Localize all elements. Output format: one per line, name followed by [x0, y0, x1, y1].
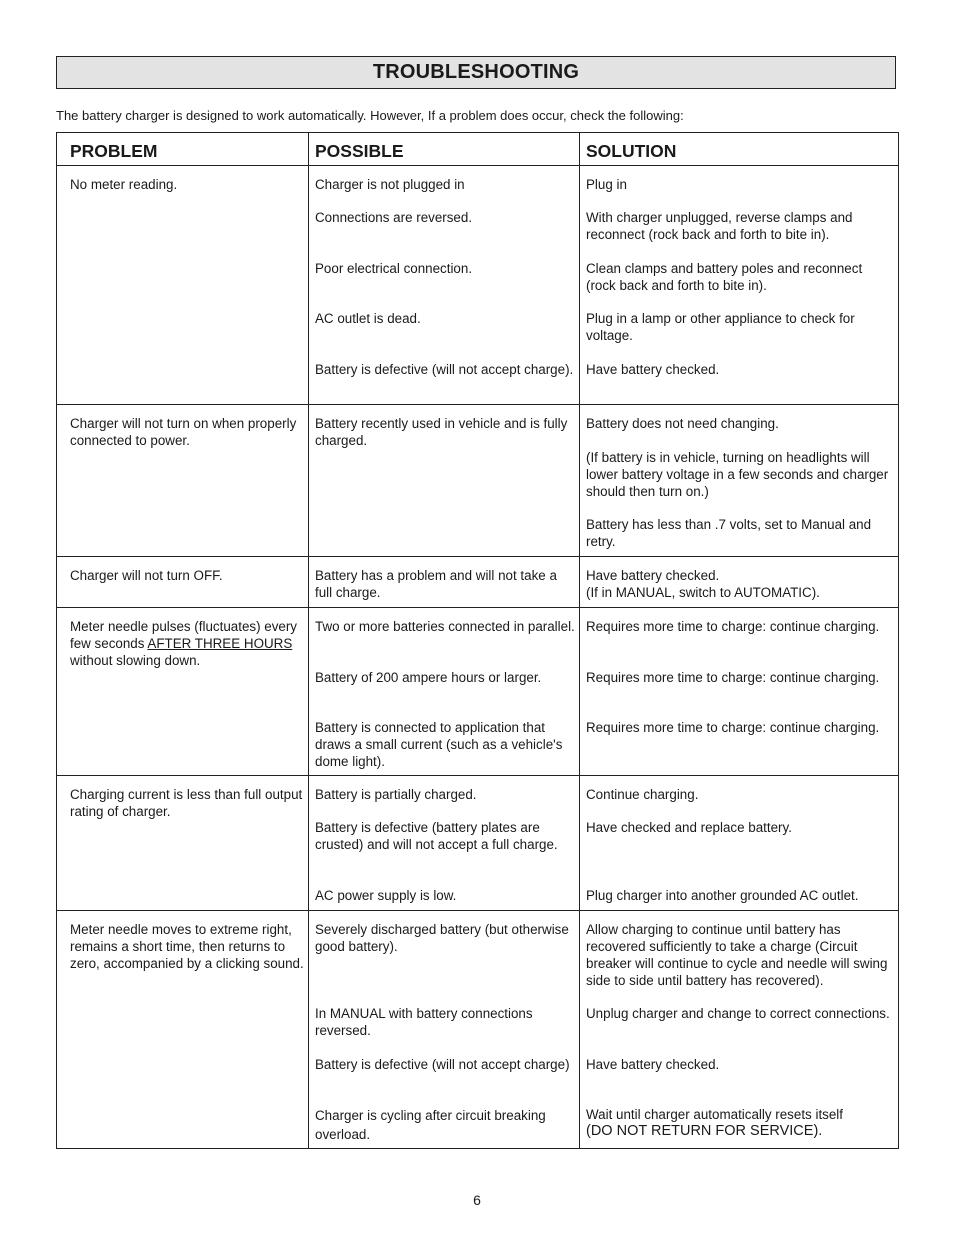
problem-cell	[57, 911, 309, 1149]
table-row	[57, 166, 899, 405]
problem-text: Charger will not turn on when properly connected to power.	[70, 416, 297, 448]
solution-text: Have battery checked.	[586, 362, 720, 377]
table-row	[57, 911, 899, 1149]
solution-text: Have battery checked.	[586, 568, 720, 583]
problem-text-part: Meter needle pulses (fluctuates) every few seconds	[70, 619, 298, 651]
possible-cell	[309, 776, 580, 911]
possible-cell	[309, 166, 580, 405]
table-row	[57, 776, 899, 911]
possible-cell	[309, 405, 580, 557]
solution-cell	[580, 405, 899, 557]
possible-cell	[309, 608, 580, 776]
problem-text-part: without slowing down.	[70, 653, 201, 668]
possible-cell	[309, 911, 580, 1149]
solution-text: Allow charging to continue until battery has recovered sufficiently to take a charge (Circuit breaker will continue to cycle and needle will swing side to side until battery has recovered).	[586, 922, 888, 988]
possible-cell	[309, 557, 580, 608]
problem-emphasis: AFTER THREE HOURS	[147, 636, 293, 651]
possible-text: Charger is cycling after circuit breaking overload.	[315, 1108, 546, 1142]
problem-cell	[57, 557, 309, 608]
solution-text: Wait until charger automatically resets itself	[586, 1107, 843, 1122]
solution-text: Clean clamps and battery poles and reconnect (rock back and forth to bite in).	[586, 261, 863, 293]
possible-text: Battery recently used in vehicle and is fully charged.	[315, 416, 568, 448]
solution-text: Requires more time to charge: continue charging.	[586, 670, 880, 685]
solution-text: Battery has less than .7 volts, set to Manual and retry.	[586, 517, 872, 549]
solution-cell	[580, 557, 899, 608]
problem-cell	[57, 405, 309, 557]
title-banner	[56, 56, 896, 89]
possible-text: Battery is partially charged.	[315, 787, 477, 802]
possible-text: Battery is defective (battery plates are crusted) and will not accept a full charge.	[315, 820, 558, 852]
solution-cell	[580, 776, 899, 911]
page-number: 6	[473, 1192, 481, 1208]
header-possible: POSSIBLE	[309, 133, 580, 166]
solution-cell	[580, 911, 899, 1149]
solution-text: Requires more time to charge: continue charging.	[586, 720, 880, 735]
table-row	[57, 405, 899, 557]
solution-text: Unplug charger and change to correct connections.	[586, 1006, 890, 1021]
solution-text: Requires more time to charge: continue charging.	[586, 619, 880, 634]
possible-text: Battery of 200 ampere hours or larger.	[315, 670, 542, 685]
header-solution: SOLUTION	[580, 133, 899, 166]
solution-text: Plug in a lamp or other appliance to check for voltage.	[586, 311, 855, 343]
problem-text: Meter needle moves to extreme right, remains a short time, then returns to zero, accompanied by a clicking sound.	[70, 922, 304, 971]
solution-text: Plug in	[586, 177, 627, 192]
problem-text: Charging current is less than full output rating of charger.	[70, 787, 303, 819]
possible-text: AC power supply is low.	[315, 888, 457, 903]
possible-text: Connections are reversed.	[315, 210, 473, 225]
table-row	[57, 608, 899, 776]
possible-text: Battery has a problem and will not take a full charge.	[315, 568, 557, 600]
possible-text: Battery is connected to application that draws a small current (such as a vehicle's dome light).	[315, 720, 563, 769]
problem-text: Charger will not turn OFF.	[70, 568, 223, 583]
page-title: TROUBLESHOOTING	[372, 61, 580, 83]
solution-text: (DO NOT RETURN FOR SERVICE).	[586, 1123, 823, 1139]
solution-text: (If in MANUAL, switch to AUTOMATIC).	[586, 585, 820, 600]
solution-text: Battery does not need changing.	[586, 416, 779, 431]
intro-text: The battery charger is designed to work automatically. However, If a problem does occur, check the following:	[56, 108, 684, 123]
possible-text: Charger is not plugged in	[315, 177, 465, 192]
troubleshooting-table	[56, 132, 899, 1149]
table-row	[57, 557, 899, 608]
possible-text: Battery is defective (will not accept charge).	[315, 362, 574, 377]
solution-text: With charger unplugged, reverse clamps and reconnect (rock back and forth to bite in).	[586, 210, 853, 242]
solution-text: Plug charger into another grounded AC outlet.	[586, 888, 859, 903]
problem-cell	[57, 166, 309, 405]
problem-text	[70, 618, 304, 669]
possible-text: In MANUAL with battery connections reversed.	[315, 1006, 533, 1038]
table-header-row	[57, 133, 899, 166]
possible-text: Battery is defective (will not accept charge)	[315, 1057, 570, 1072]
solution-text: Have battery checked.	[586, 1057, 720, 1072]
possible-text: AC outlet is dead.	[315, 311, 421, 326]
problem-text: No meter reading.	[70, 177, 178, 192]
possible-text: Two or more batteries connected in parallel.	[315, 619, 575, 634]
possible-text: Poor electrical connection.	[315, 261, 473, 276]
problem-cell	[57, 776, 309, 911]
solution-text: Continue charging.	[586, 787, 699, 802]
problem-cell	[57, 608, 309, 776]
solution-text: (If battery is in vehicle, turning on headlights will lower battery voltage in a few seconds and charger should then turn on.)	[586, 450, 889, 499]
header-problem: PROBLEM	[57, 133, 309, 166]
solution-cell	[580, 166, 899, 405]
solution-cell	[580, 608, 899, 776]
possible-text: Severely discharged battery (but otherwise good battery).	[315, 922, 569, 954]
solution-text: Have checked and replace battery.	[586, 820, 792, 835]
